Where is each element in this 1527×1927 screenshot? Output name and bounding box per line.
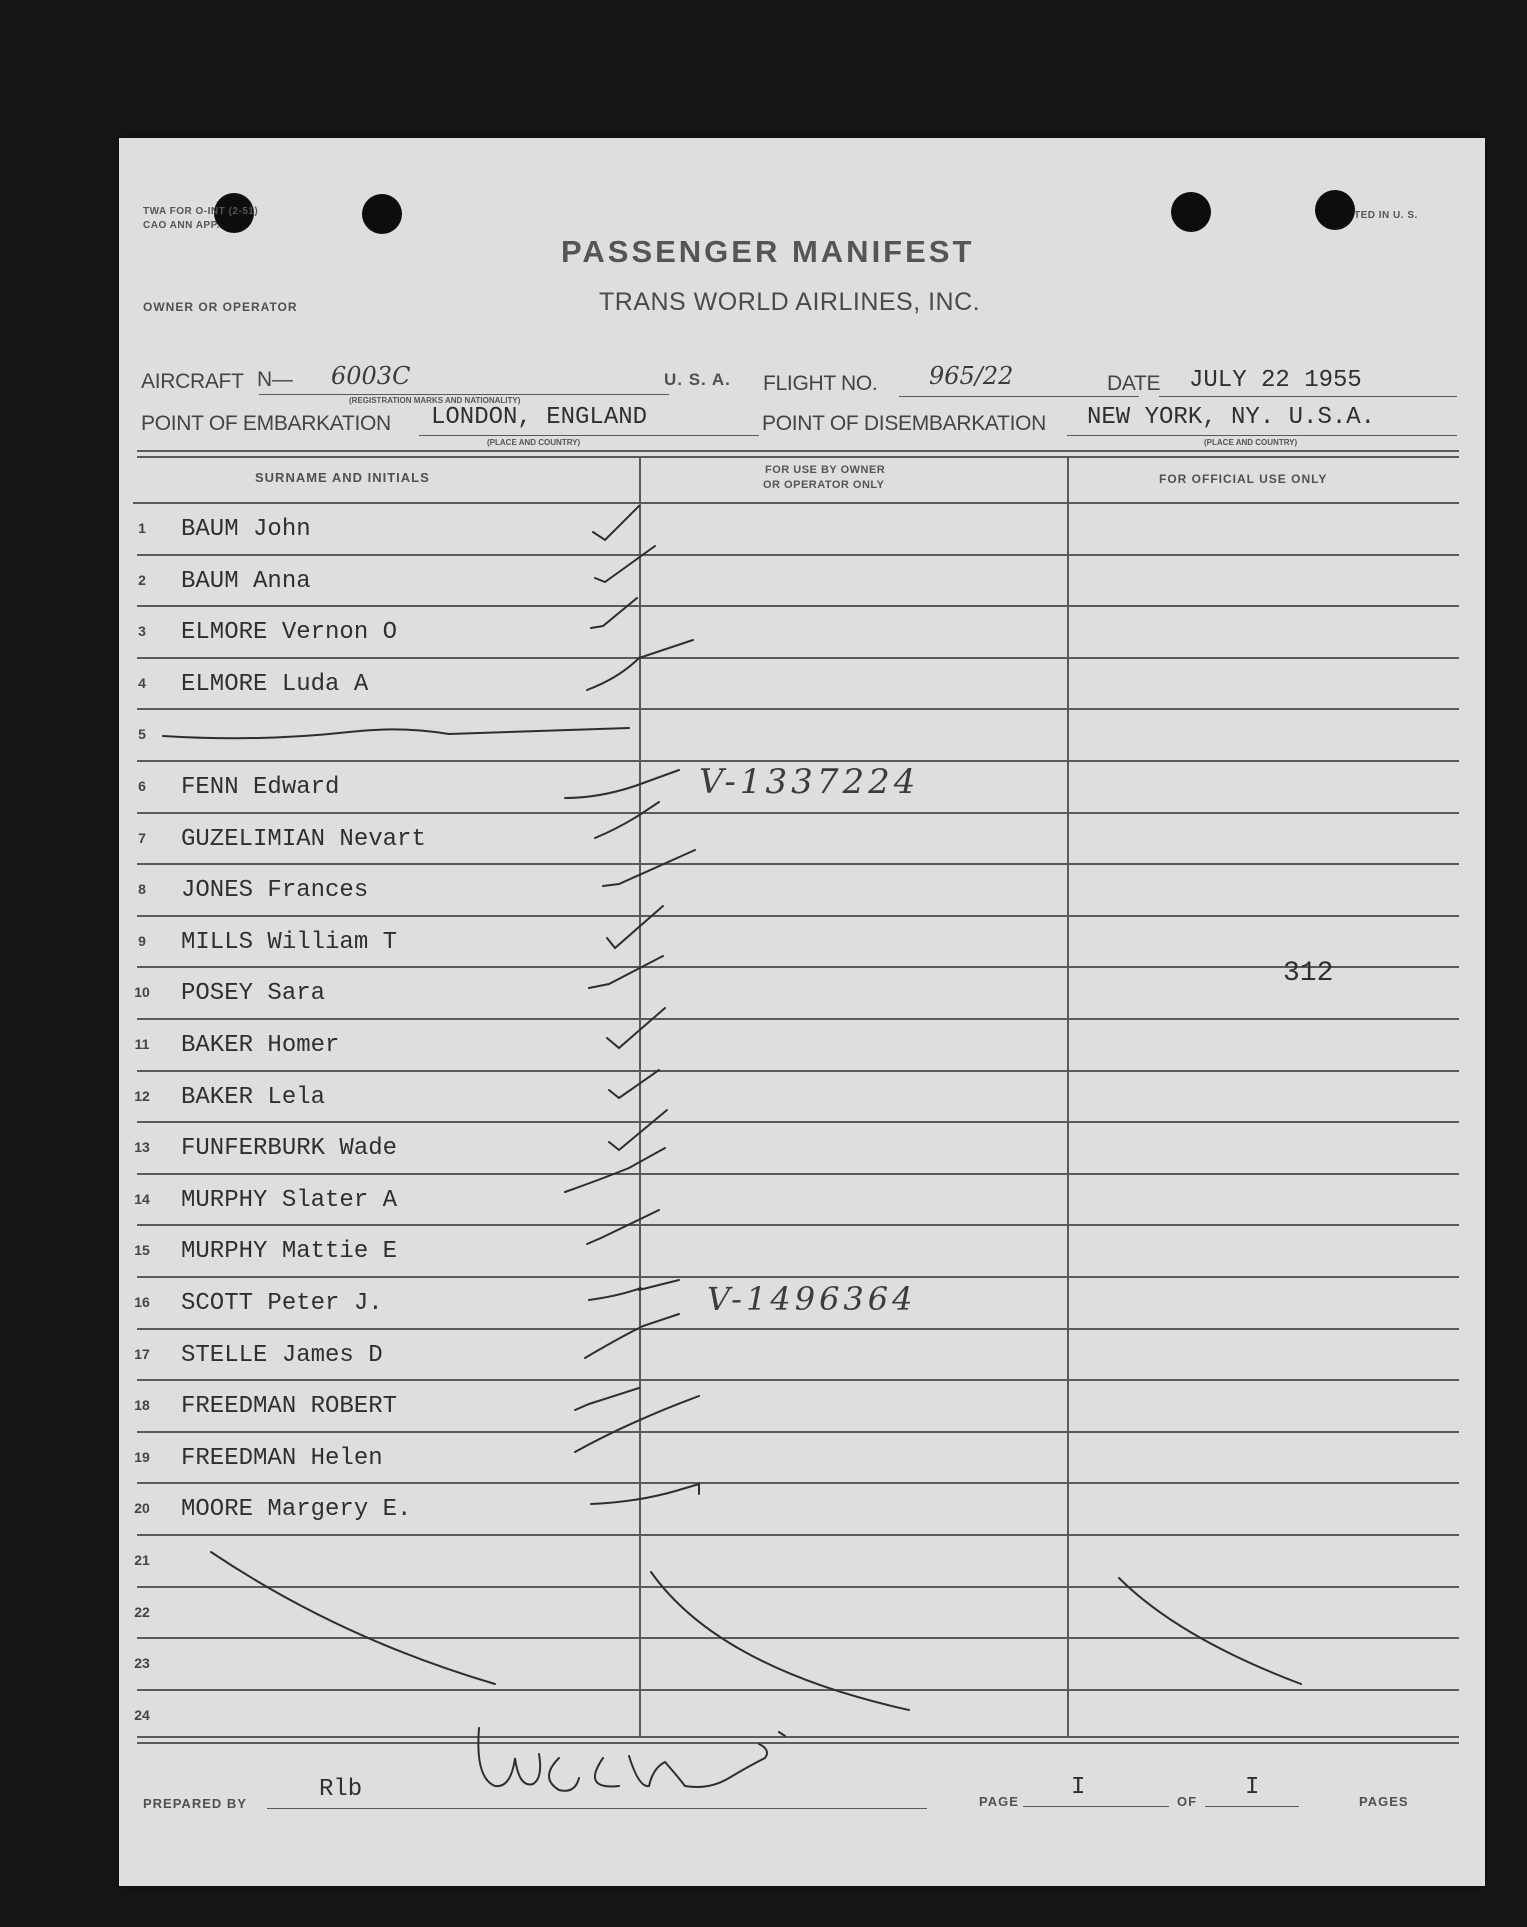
passenger-name: MURPHY Mattie E <box>181 1238 398 1266</box>
form-number: TWA FOR O-INT (2-51) <box>143 206 259 217</box>
passenger-name: STELLE James D <box>181 1341 383 1369</box>
row-number: 14 <box>134 1190 150 1207</box>
row-number: 21 <box>134 1552 150 1568</box>
pages-label: PAGES <box>1359 1794 1409 1809</box>
checkmark <box>595 546 655 582</box>
checkmark <box>591 598 637 628</box>
disembark-label: POINT OF DISEMBARKATION <box>762 412 1047 435</box>
row-number: 8 <box>138 881 146 898</box>
column-header-official: FOR OFFICIAL USE ONLY <box>1159 472 1328 486</box>
passenger-name: BAKER Lela <box>181 1083 326 1111</box>
checkmark <box>575 1388 639 1410</box>
row-number: 10 <box>134 984 150 1001</box>
row-number: 24 <box>134 1706 150 1723</box>
checkmark <box>565 1148 665 1192</box>
row-number: 18 <box>134 1397 150 1414</box>
passenger-name: FUNFERBURK Wade <box>181 1135 398 1163</box>
flight-label: FLIGHT NO. <box>763 372 878 395</box>
row-number: 9 <box>138 932 146 949</box>
aircraft-label: AIRCRAFT <box>141 370 244 393</box>
passenger-name: MURPHY Slater A <box>181 1186 398 1214</box>
row-number: 11 <box>134 1036 150 1052</box>
checkmark <box>589 956 663 988</box>
passenger-name: BAKER Homer <box>181 1032 340 1059</box>
checkmark <box>587 640 693 690</box>
row-number: 22 <box>134 1603 150 1620</box>
passenger-name: MOORE Margery E. <box>181 1496 412 1524</box>
owner-note: V-1337224 <box>699 762 920 802</box>
checkmark <box>585 1314 679 1358</box>
prepared-value: Rlb <box>319 1776 363 1803</box>
checkmark <box>589 1280 679 1300</box>
row-number: 4 <box>138 674 146 691</box>
of-label: OF <box>1177 1794 1198 1809</box>
official-note: 312 <box>1283 958 1334 989</box>
checkmark <box>587 1210 659 1244</box>
owner-label: OWNER OR OPERATOR <box>143 300 298 314</box>
passenger-name: FENN Edward <box>181 774 340 801</box>
checkmark <box>609 1070 659 1098</box>
disembark-value: NEW YORK, NY. U.S.A. <box>1087 404 1376 431</box>
embark-value: LONDON, ENGLAND <box>431 404 648 431</box>
row-number: 3 <box>138 623 146 640</box>
row-number: 16 <box>134 1294 150 1310</box>
row-number: 15 <box>134 1242 150 1259</box>
checkmark <box>603 850 695 886</box>
passenger-name: GUZELIMIAN Nevart <box>181 825 426 853</box>
passenger-name: MILLS William T <box>181 928 398 956</box>
manifest-page <box>119 138 1485 1886</box>
page-value: I <box>1071 1774 1086 1801</box>
strike-line <box>163 728 629 738</box>
checkmark <box>565 770 679 798</box>
row-number: 2 <box>138 571 146 588</box>
aircraft-value: 6003C <box>331 362 411 390</box>
cao-annex: CAO ANN APP. <box>143 220 220 231</box>
passenger-name: FREEDMAN Helen <box>181 1444 383 1472</box>
row-number: 23 <box>134 1655 150 1672</box>
passenger-name: JONES Frances <box>181 877 369 905</box>
column-header-surname: SURNAME AND INITIALS <box>255 470 430 485</box>
passenger-name: FREEDMAN ROBERT <box>181 1393 398 1421</box>
row-number: 12 <box>134 1087 150 1104</box>
column-header-owner: OR OPERATOR ONLY <box>763 479 885 491</box>
handwritten-marks <box>119 138 1485 1886</box>
row-number: 7 <box>138 829 146 846</box>
usa-label: U. S. A. <box>664 370 731 389</box>
checkmark <box>575 1396 699 1452</box>
row-number: 20 <box>134 1500 150 1517</box>
row-number: 5 <box>138 726 146 743</box>
date-value: JULY 22 1955 <box>1189 367 1362 394</box>
strike-line <box>1119 1578 1301 1684</box>
aircraft-prefix: N— <box>257 368 293 391</box>
checkmark <box>595 802 659 838</box>
page-label: PAGE <box>979 1794 1019 1809</box>
airline-name: TRANS WORLD AIRLINES, INC. <box>599 288 981 316</box>
row-number: 19 <box>134 1448 150 1465</box>
passenger-name: BAUM Anna <box>181 567 311 595</box>
owner-note: V-1496364 <box>707 1280 917 1318</box>
row-number: 13 <box>134 1139 150 1156</box>
checkmark <box>591 1484 699 1504</box>
registration-caption: (REGISTRATION MARKS AND NATIONALITY) <box>349 396 521 405</box>
passenger-name: ELMORE Vernon O <box>181 619 398 647</box>
checkmark <box>607 1008 665 1048</box>
signature <box>478 1728 785 1791</box>
passenger-name: SCOTT Peter J. <box>181 1290 383 1317</box>
place-caption: (PLACE AND COUNTRY) <box>487 438 581 447</box>
checkmark <box>607 906 663 948</box>
passenger-name: BAUM John <box>181 516 311 543</box>
passenger-name: ELMORE Luda A <box>181 670 369 698</box>
place-caption: (PLACE AND COUNTRY) <box>1204 438 1298 447</box>
passenger-name: POSEY Sara <box>181 980 326 1008</box>
of-value: I <box>1245 1774 1260 1801</box>
row-number: 1 <box>138 520 146 536</box>
flight-value: 965/22 <box>929 362 1014 390</box>
column-header-owner: FOR USE BY OWNER <box>765 464 886 476</box>
checkmark <box>609 1110 667 1150</box>
prepared-label: PREPARED BY <box>143 1796 247 1811</box>
row-number: 6 <box>138 778 146 794</box>
strike-line <box>651 1572 909 1710</box>
printed-in: TED IN U. S. <box>1354 210 1418 221</box>
date-label: DATE <box>1107 372 1161 395</box>
embark-label: POINT OF EMBARKATION <box>141 412 391 435</box>
strike-line <box>211 1552 495 1684</box>
checkmark <box>593 506 639 540</box>
page-title: PASSENGER MANIFEST <box>561 234 975 269</box>
row-number: 17 <box>134 1345 150 1362</box>
